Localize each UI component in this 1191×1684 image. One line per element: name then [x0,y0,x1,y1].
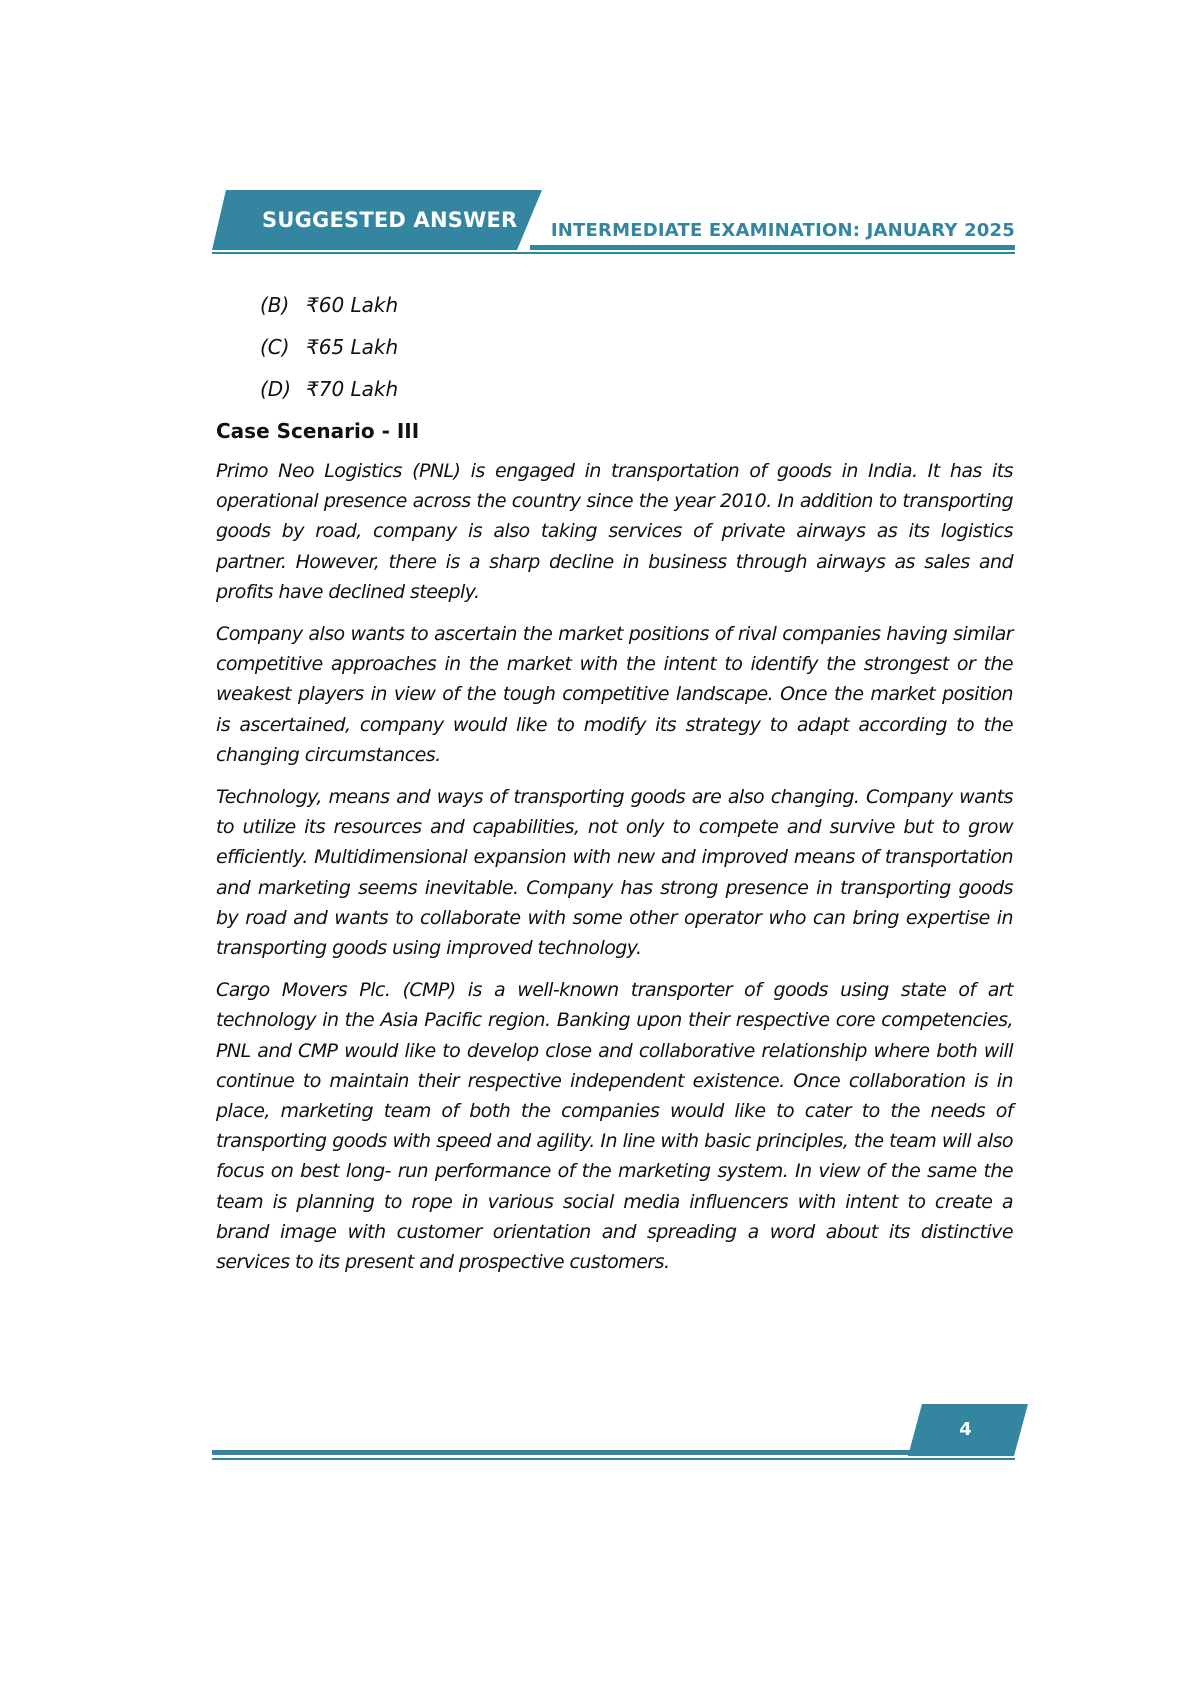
page-content [216,290,1013,1289]
option-letter: (B) [260,293,290,317]
header-divider-thin [212,252,1015,254]
option-text: ₹65 Lakh [306,335,399,359]
option-letter: (D) [260,377,292,401]
header-tab-label: SUGGESTED ANSWER [262,208,518,232]
case-paragraph-3: Technology, means and ways of transporting goods are also changing. Company wants to utilize its resources and capabilities, not only to compete and survive but to grow efficiently. Multidimensional expansion with new and improved means of transportation and marketing seems inevitable. Company has strong presence in transporting goods by road and wants to collaborate with some other operator who can bring expertise in transporting goods using improved technology. [216,786,1013,960]
footer-divider-thin [212,1458,1015,1460]
page-number: 4 [959,1419,972,1440]
case-scenario-title: Case Scenario - III [216,419,420,443]
case-paragraph-4: Cargo Movers Plc. (CMP) is a well-known transporter of goods using state of art technology in the Asia Pacific region. Banking upon their respective core competencies, PNL and CMP would like to develop close and collaborative relationship where both will continue to maintain their respective independent existence. Once collaboration is in place, marketing team of both the companies would like to cater to the needs of transporting goods with speed and agility. In line with basic principles, the team will also focus on best long- run performance of the marketing system. In view of the same the team is planning to rope in various social media influencers with intent to create a brand image with customer orientation and spreading a word about its distinctive services to its present and prospective customers. [216,979,1013,1274]
option-d [216,374,1013,416]
option-text: ₹60 Lakh [306,293,399,317]
case-paragraph-2: Company also wants to ascertain the market positions of rival companies having similar competitive approaches in the market with the intent to identify the strongest or the weakest players in view of the tough competitive landscape. Once the market position is ascertained, company would like to modify its strategy to adapt according to the changing circumstances. [216,623,1013,766]
case-paragraph-1: Primo Neo Logistics (PNL) is engaged in transportation of goods in India. It has its operational presence across the country since the year 2010. In addition to transporting goods by road, company is also taking services of private airways as its logistics partner. However, there is a sharp decline in business through airways as sales and profits have declined steeply. [216,460,1013,603]
option-b [216,290,1013,332]
exam-title: INTERMEDIATE EXAMINATION: JANUARY 2025 [550,220,1015,241]
header-divider [530,245,1015,250]
option-letter: (C) [260,335,290,359]
footer-divider [212,1450,912,1455]
option-c [216,332,1013,374]
option-text: ₹70 Lakh [306,377,399,401]
